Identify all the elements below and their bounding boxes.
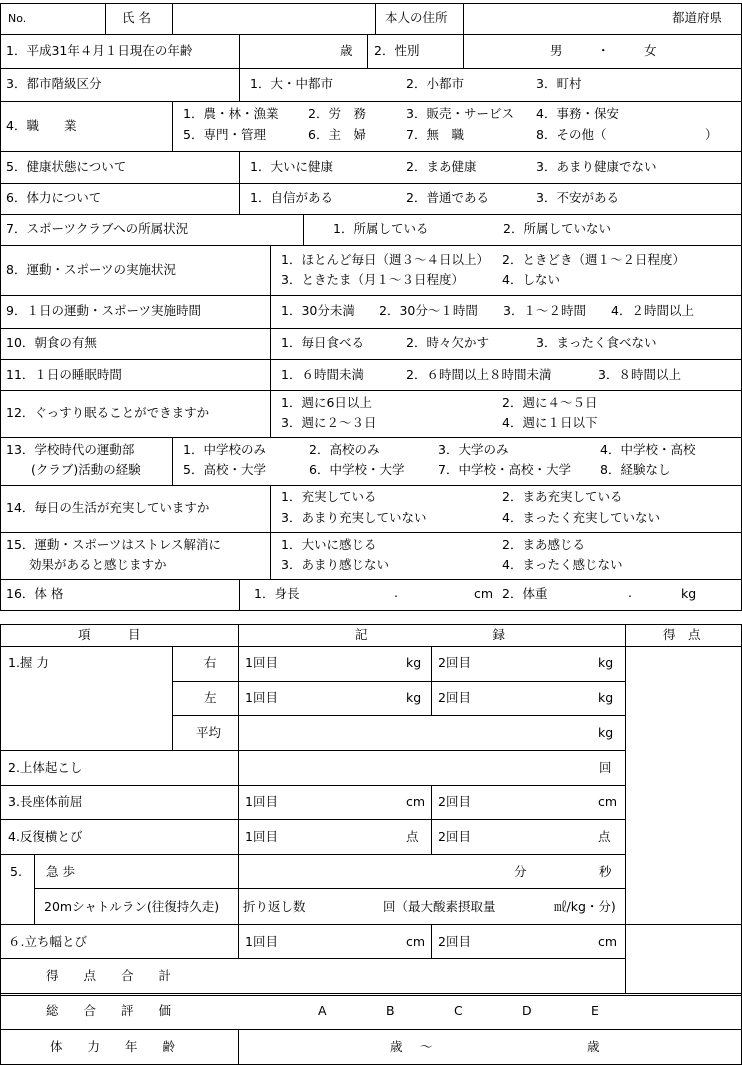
question-health: 5．健康状態について: [6, 159, 127, 174]
option[interactable]: 8．経験なし: [600, 462, 671, 477]
option[interactable]: 3．あまり健康でない: [536, 159, 657, 174]
unit-label: 点: [598, 829, 611, 844]
unit-label: cm: [406, 934, 426, 949]
trial-1-label: 1回目: [245, 829, 278, 844]
record-header: 記 録: [355, 627, 506, 642]
unit-label: kg: [598, 690, 614, 705]
option[interactable]: 3．販売・サービス: [406, 106, 514, 121]
question-school-club: 13．学校時代の運動部: [6, 442, 135, 457]
trial-2-label: 2回目: [438, 934, 471, 949]
jump-2-field[interactable]: [484, 928, 594, 956]
option[interactable]: 3．不安がある: [536, 190, 619, 205]
option[interactable]: 5．専門・管理: [183, 127, 266, 142]
option[interactable]: 2．まあ健康: [406, 159, 477, 174]
age-unit: 歳: [340, 43, 353, 58]
option[interactable]: 1．大いに感じる: [281, 537, 377, 552]
option[interactable]: 1．大いに健康: [250, 159, 333, 174]
question-age: 1．平成31年４月１日現在の年齢: [6, 43, 193, 58]
walk-seconds-field[interactable]: [530, 858, 594, 886]
option[interactable]: 4．中学校・高校: [600, 442, 696, 457]
option[interactable]: 2．普通である: [406, 190, 489, 205]
sidestep-1-field[interactable]: [290, 823, 400, 851]
question-job: 4．職 業: [6, 118, 77, 133]
option[interactable]: 4．しない: [502, 272, 560, 287]
age-field[interactable]: [240, 35, 338, 68]
weight-unit: kg: [681, 586, 697, 601]
grade-d[interactable]: D: [522, 1003, 532, 1018]
question-stress: 15．運動・スポーツはストレス解消に: [6, 537, 222, 552]
question-deep-sleep: 12．ぐっすり眠ることができますか: [6, 405, 210, 420]
question-fulfilment: 14．毎日の生活が充実していますか: [6, 500, 210, 515]
option[interactable]: 2．30分～１時間: [379, 303, 478, 318]
option[interactable]: 1．充実している: [281, 489, 377, 504]
option[interactable]: 2．小都市: [406, 76, 464, 91]
unit-label: cm: [598, 934, 618, 949]
age-tilde: ～: [420, 1039, 433, 1054]
grade-c[interactable]: C: [454, 1003, 463, 1018]
height-field[interactable]: [310, 583, 460, 607]
trial-1-label: 1回目: [245, 655, 278, 670]
other-close-paren: ）: [705, 127, 718, 142]
trial-1-label: 1回目: [245, 794, 278, 809]
situp-label: 2.上体起こし: [8, 760, 83, 775]
score-header: 得 点: [663, 627, 701, 642]
situp-score-field[interactable]: [627, 752, 740, 784]
option[interactable]: 6．主 婦: [308, 127, 366, 142]
grip-average-label: 平均: [196, 725, 222, 740]
grip-score-field[interactable]: [627, 648, 740, 749]
prefecture-suffix: 都道府県: [672, 10, 723, 25]
name-label: 氏 名: [122, 10, 151, 25]
unit-label: 回: [599, 760, 612, 775]
option[interactable]: 1．農・林・漁業: [183, 106, 279, 121]
total-label: 得 点 合 計: [46, 968, 172, 983]
option[interactable]: 4．週に１日以下: [502, 415, 598, 430]
shuttle-count-label: 折り返し数: [243, 899, 306, 914]
trial-2-label: 2回目: [438, 690, 471, 705]
grade-b[interactable]: B: [386, 1003, 395, 1018]
unit-label: kg: [406, 655, 422, 670]
option-male[interactable]: 男: [550, 43, 563, 58]
age-from-unit: 歳: [390, 1039, 403, 1054]
sitreach-label: 3.長座体前屈: [8, 794, 83, 809]
question-sleep: 11．１日の睡眠時間: [6, 367, 122, 382]
option[interactable]: 7．無 職: [406, 127, 464, 142]
weight-field[interactable]: [560, 583, 675, 607]
address-field[interactable]: [464, 4, 664, 34]
unit-label: 点: [406, 829, 419, 844]
unit-label: kg: [406, 690, 422, 705]
option[interactable]: 1．６時間未満: [281, 367, 364, 382]
option[interactable]: 1．自信がある: [250, 190, 333, 205]
grip-label: 1.握 力: [8, 655, 49, 670]
option[interactable]: 1．大・中都市: [250, 76, 333, 91]
grip-right-2-field[interactable]: [484, 650, 594, 678]
option[interactable]: 3．あまり充実していない: [281, 510, 427, 525]
endurance-score-field[interactable]: [627, 856, 740, 923]
option[interactable]: 3．まったく食べない: [536, 335, 657, 350]
option[interactable]: 5．高校・大学: [183, 462, 266, 477]
evaluation-label: 総 合 評 価: [46, 1003, 172, 1018]
situp-field[interactable]: [240, 753, 590, 783]
sitreach-2-field[interactable]: [484, 789, 594, 817]
fitness-age-from-field[interactable]: [240, 1032, 388, 1062]
weight-label: 2．体重: [502, 586, 548, 601]
age-to-unit: 歳: [587, 1039, 600, 1054]
shuttle-vo2-label: 回（最大酸素摂取量: [383, 899, 496, 914]
question-exercise: 8．運動・スポーツの実施状況: [6, 262, 176, 277]
grip-right-1-field[interactable]: [290, 650, 400, 678]
option[interactable]: 3．町村: [536, 76, 582, 91]
grade-e[interactable]: E: [591, 1003, 599, 1018]
height-unit: cm: [474, 586, 494, 601]
shuttle-label: 20mシャトルラン(往復持久走): [44, 899, 220, 914]
sex-separator: ・: [597, 43, 610, 58]
no-label: No.: [8, 12, 27, 25]
unit-label: cm: [406, 794, 426, 809]
height-label: 1．身長: [254, 586, 300, 601]
option[interactable]: 3．あまり感じない: [281, 557, 389, 572]
option[interactable]: 6．中学校・大学: [309, 462, 405, 477]
trial-2-label: 2回目: [438, 794, 471, 809]
option[interactable]: 2．ときどき（週１～２日程度）: [502, 252, 685, 267]
jump-1-field[interactable]: [290, 928, 400, 956]
question-breakfast: 10．朝食の有無: [6, 335, 97, 350]
grade-a[interactable]: A: [318, 1003, 327, 1018]
trial-1-label: 1回目: [245, 934, 278, 949]
sitreach-1-field[interactable]: [290, 789, 400, 817]
option[interactable]: 2．まあ感じる: [502, 537, 585, 552]
walk-minutes-unit: 分: [514, 864, 527, 879]
option[interactable]: 1．30分未満: [281, 303, 355, 318]
option[interactable]: 7．中学校・高校・大学: [438, 462, 571, 477]
option[interactable]: 1．毎日食べる: [281, 335, 364, 350]
option[interactable]: 2．高校のみ: [309, 442, 380, 457]
option[interactable]: 2．労 務: [308, 106, 366, 121]
option[interactable]: 2．まあ充実している: [502, 489, 623, 504]
walk-label: 急 歩: [46, 864, 75, 879]
walk-minutes-field[interactable]: [240, 858, 510, 886]
question-exercise-time: 9．１日の運動・スポーツ実施時間: [6, 303, 201, 318]
endurance-number: 5.: [10, 864, 22, 879]
unit-label: kg: [598, 725, 614, 740]
option[interactable]: 8．その他（: [536, 127, 607, 142]
question-club: 7．スポーツクラブへの所属状況: [6, 221, 189, 236]
option[interactable]: 2．６時間以上８時間未満: [406, 367, 552, 382]
grip-average-field[interactable]: [240, 718, 590, 748]
grip-right-label: 右: [204, 655, 217, 670]
question-stress-b: 効果があると感じますか: [29, 557, 167, 572]
option[interactable]: 1．ほとんど毎日（週３～４日以上）: [281, 252, 489, 267]
grip-left-1-field[interactable]: [290, 685, 400, 713]
option[interactable]: 3．１～２時間: [503, 303, 586, 318]
option[interactable]: 1．中学校のみ: [183, 442, 266, 457]
option[interactable]: 2．所属していない: [503, 221, 611, 236]
question-city: 3．都市階級区分: [6, 76, 102, 91]
option[interactable]: 4．２時間以上: [611, 303, 694, 318]
option[interactable]: 3．８時間以上: [598, 367, 681, 382]
option[interactable]: 3．ときたま（月１～３日程度）: [281, 272, 464, 287]
question-school-club-b: (クラブ)活動の経験: [31, 462, 141, 477]
unit-label: cm: [598, 794, 618, 809]
sidestep-label: 4.反復横とび: [8, 829, 83, 844]
option[interactable]: 3．大学のみ: [438, 442, 509, 457]
vo2-unit: ㎖/kg・分): [554, 899, 616, 914]
trial-2-label: 2回目: [438, 829, 471, 844]
fitness-age-label: 体 力 年 齢: [50, 1039, 176, 1054]
weight-decimal: .: [628, 585, 632, 600]
grip-left-label: 左: [204, 690, 217, 705]
sidestep-score-field[interactable]: [627, 821, 740, 853]
trial-1-label: 1回目: [245, 690, 278, 705]
option[interactable]: 2．時々欠かす: [406, 335, 489, 350]
walk-seconds-unit: 秒: [599, 864, 612, 879]
item-header: 項 目: [78, 627, 141, 642]
option-female[interactable]: 女: [644, 43, 657, 58]
question-physique: 16．体 格: [6, 586, 64, 601]
vo2-field[interactable]: [510, 893, 550, 921]
question-sex: 2．性別: [374, 43, 420, 58]
option[interactable]: 1．週に6日以上: [281, 395, 372, 410]
option[interactable]: 2．週に４～５日: [502, 395, 598, 410]
grip-left-2-field[interactable]: [484, 685, 594, 713]
unit-label: kg: [598, 655, 614, 670]
name-field[interactable]: [173, 4, 375, 34]
option[interactable]: 4．事務・保安: [536, 106, 619, 121]
height-decimal: .: [394, 585, 398, 600]
option[interactable]: 4．まったく充実していない: [502, 510, 660, 525]
sidestep-2-field[interactable]: [484, 823, 594, 851]
total-score-field[interactable]: [627, 926, 740, 992]
option[interactable]: 4．まったく感じない: [502, 557, 623, 572]
option[interactable]: 1．所属している: [333, 221, 429, 236]
shuttle-count-field[interactable]: [310, 893, 380, 921]
option[interactable]: 3．週に２～３日: [281, 415, 377, 430]
jump-label: ６.立ち幅とび: [8, 934, 87, 949]
address-label: 本人の住所: [385, 10, 448, 25]
question-fitness: 6．体力について: [6, 190, 102, 205]
fitness-age-to-field[interactable]: [440, 1032, 580, 1062]
trial-2-label: 2回目: [438, 655, 471, 670]
sitreach-score-field[interactable]: [627, 787, 740, 818]
